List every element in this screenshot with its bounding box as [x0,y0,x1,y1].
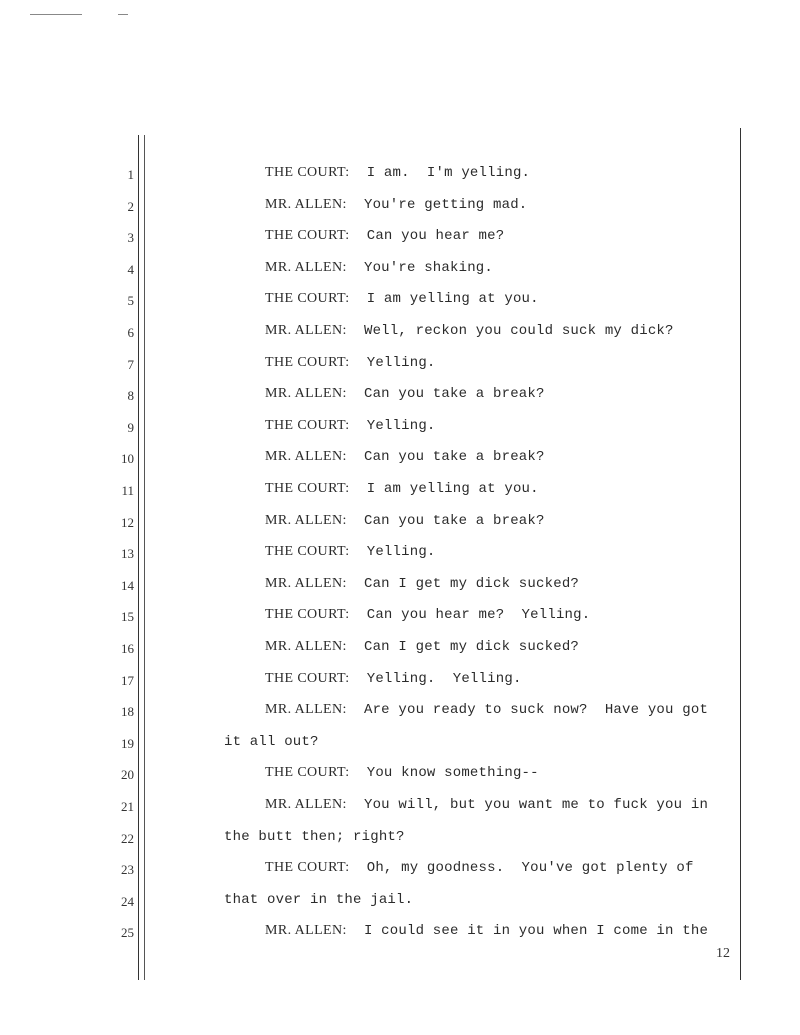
line-number: 11 [121,483,134,498]
line-number: 6 [127,325,134,340]
speaker-label: THE COURT: [265,481,350,496]
spoken-text: Can I get my dick sucked? [363,639,580,655]
spoken-text: You know something-- [366,765,539,781]
speaker-label: THE COURT: [265,355,350,370]
transcript-line [265,860,694,876]
spoken-text: it all out? [224,734,319,750]
scan-artifact [30,14,82,15]
speaker-label: MR. ALLEN: [265,260,347,275]
line-number: 19 [121,736,134,751]
spoken-text: I am yelling at you. [366,291,539,307]
speaker-label: MR. ALLEN: [265,923,347,938]
speaker-label: MR. ALLEN: [265,386,347,401]
speaker-label: THE COURT: [265,291,350,306]
spoken-text: I could see it in you when I come in the [363,923,709,939]
spoken-text: Well, reckon you could suck my dick? [363,323,674,339]
speaker-label: THE COURT: [265,765,350,780]
transcript-line [265,481,539,497]
spoken-text: Yelling. Yelling. [366,671,522,687]
line-number: 17 [121,673,134,688]
speaker-label: MR. ALLEN: [265,197,347,212]
spoken-text: Oh, my goodness. You've got plenty of [366,860,694,876]
line-number: 1 [127,167,134,182]
transcript-line [265,260,493,276]
spoken-text: the butt then; right? [224,829,405,845]
scan-artifact [118,14,128,15]
transcript-line [265,386,545,402]
speaker-label: MR. ALLEN: [265,513,347,528]
spoken-text: Can you take a break? [363,513,545,529]
transcript-line [265,355,436,371]
line-number: 23 [121,862,134,877]
transcript-line [265,639,579,655]
transcript-line [265,923,708,939]
line-number: 15 [121,609,134,624]
transcript-line [265,291,539,307]
line-number: 24 [121,894,134,909]
spoken-text: You're shaking. [363,260,494,276]
transcript-line [224,734,319,750]
speaker-label: MR. ALLEN: [265,576,347,591]
spoken-text: Can you hear me? Yelling. [366,607,591,623]
spoken-text: that over in the jail. [224,892,414,908]
transcript-line [265,197,527,213]
speaker-label: THE COURT: [265,165,350,180]
line-number: 14 [121,578,134,593]
spoken-text: I am. I'm yelling. [366,165,531,181]
transcript-line [224,892,413,908]
speaker-label: THE COURT: [265,860,350,875]
line-number: 4 [127,262,134,277]
spoken-text: Yelling. [366,544,436,560]
left-margin-rule [138,135,139,980]
transcript-line [265,418,436,434]
transcript-line [265,165,530,181]
transcript-line [265,449,545,465]
spoken-text: I am yelling at you. [366,481,539,497]
spoken-text: Can you take a break? [363,449,545,465]
spoken-text: Yelling. [366,418,436,434]
speaker-label: THE COURT: [265,671,350,686]
speaker-label: MR. ALLEN: [265,797,347,812]
page-number: 12 [716,946,730,961]
spoken-text: You will, but you want me to fuck you in [363,797,709,813]
line-number: 25 [121,925,134,940]
speaker-label: MR. ALLEN: [265,639,347,654]
transcript-line [265,323,674,339]
line-number: 10 [121,451,134,466]
line-number: 8 [127,388,134,403]
spoken-text: Can I get my dick sucked? [363,576,580,592]
line-number: 3 [127,230,134,245]
line-number: 22 [121,831,134,846]
line-number: 21 [121,799,134,814]
spoken-text: Can you take a break? [363,386,545,402]
speaker-label: THE COURT: [265,544,350,559]
transcript-line [265,228,504,244]
speaker-label: THE COURT: [265,228,350,243]
line-number: 2 [127,199,134,214]
line-number: 20 [121,767,134,782]
transcript-line [265,797,708,813]
speaker-label: THE COURT: [265,607,350,622]
transcript-line [265,576,579,592]
spoken-text: Can you hear me? [366,228,505,244]
transcript-line [265,513,545,529]
line-number: 12 [121,515,134,530]
transcript-line [224,829,405,845]
line-number: 7 [127,357,134,372]
left-margin-rule-inner [144,135,145,980]
line-number: 9 [127,420,134,435]
line-number: 16 [121,641,134,656]
speaker-label: THE COURT: [265,418,350,433]
transcript-line [265,765,539,781]
spoken-text: Yelling. [366,355,436,371]
line-number: 13 [121,546,134,561]
spoken-text: You're getting mad. [363,197,528,213]
speaker-label: MR. ALLEN: [265,323,347,338]
right-margin-rule [740,128,741,980]
spoken-text: Are you ready to suck now? Have you got [363,702,709,718]
transcript-line [265,607,590,623]
speaker-label: MR. ALLEN: [265,449,347,464]
line-number: 18 [121,704,134,719]
speaker-label: MR. ALLEN: [265,702,347,717]
transcript-line [265,702,708,718]
line-number: 5 [127,293,134,308]
transcript-line [265,544,436,560]
transcript-line [265,671,522,687]
